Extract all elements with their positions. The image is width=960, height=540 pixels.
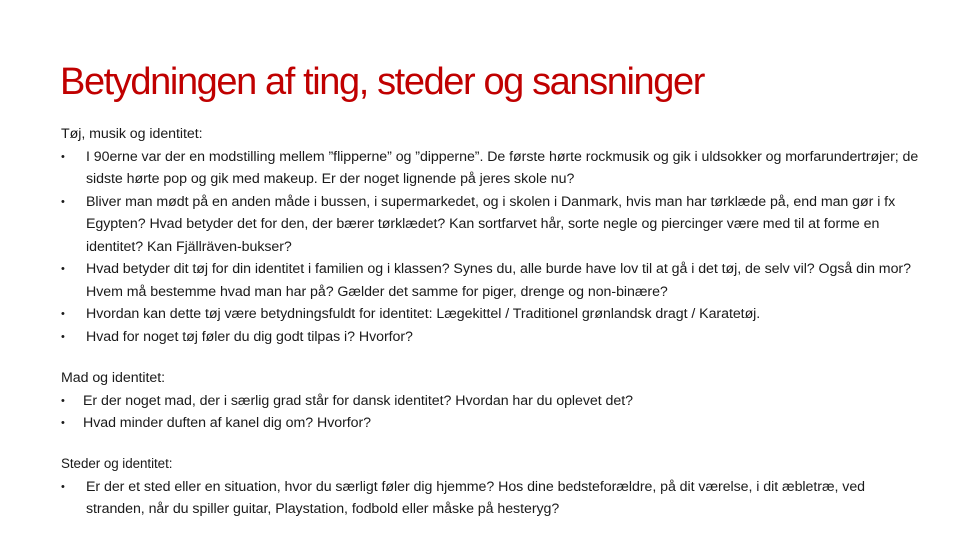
list-item-text: Er der noget mad, der i særlig grad står for dansk identitet? Hvordan har du oplevet det? — [83, 392, 633, 409]
list-item-text: Hvordan kan dette tøj være betydningsfuldt for identitet: Lægekittel / Traditionel grønlandsk dragt / Karatetøj. — [86, 306, 761, 322]
section-heading: Tøj, musik og identitet: — [61, 126, 203, 142]
list-item-text: I 90erne var der en modstilling mellem ”flipperne” og ”dipperne”. De første hørte rockmusik og gik i uldsokker og morfarundertrøjer; de sidste hørte pop og gik med makeup. Er der noget lignende på jeres skole nu? — [86, 148, 919, 187]
list-item-text: Bliver man mødt på en anden måde i bussen, i supermarkedet, og i skolen i Danmark, hvis man har tørklæde på, end man gør i fx Egypten? Hvad betyder det for den, der bærer tørklædet? Kan sortfarvet hår, sorte negle og piercinger være med til at forme en identitet? Kan Fjällräven-bukser? — [86, 193, 896, 255]
list-item — [61, 191, 921, 259]
bullet-icon: • — [61, 263, 65, 275]
bullet-list — [61, 390, 921, 435]
list-item — [61, 303, 921, 326]
bullet-list — [61, 146, 921, 349]
section-food — [61, 367, 921, 435]
list-item-text: Hvad minder duften af kanel dig om? Hvorfor? — [83, 415, 372, 431]
slide-title: Betydningen af ting, steder og sansninger — [60, 61, 704, 103]
bullet-icon: • — [61, 480, 65, 493]
section-clothing-music — [61, 123, 921, 348]
section-places — [61, 453, 921, 521]
list-item — [61, 412, 921, 435]
list-item-text: Hvad betyder dit tøj for din identitet i familien og i klassen? Synes du, alle burde have lov til at gå i det tøj, de selv vil? Også din mor? Hvem må bestemme hvad man har på? Gælder det samme for piger, drenge og non-binære? — [86, 261, 911, 300]
list-item — [61, 326, 921, 349]
section-heading: Steder og identitet: — [61, 456, 173, 471]
bullet-icon: • — [61, 308, 65, 320]
bullet-icon: • — [61, 330, 65, 343]
bullet-icon: • — [61, 195, 65, 208]
list-item — [61, 146, 921, 191]
section-heading: Mad og identitet: — [61, 370, 166, 386]
list-item — [61, 258, 921, 303]
bullet-icon: • — [61, 417, 65, 429]
list-item — [61, 390, 921, 413]
list-item — [61, 476, 921, 521]
bullet-icon: • — [61, 150, 65, 163]
list-item-text: Hvad for noget tøj føler du dig godt tilpas i? Hvorfor? — [86, 328, 413, 345]
bullet-list — [61, 476, 921, 521]
bullet-icon: • — [61, 394, 65, 407]
list-item-text: Er der et sted eller en situation, hvor du særligt føler dig hjemme? Hos dine bedsteforældre, på dit værelse, i dit æbletræ, ved stranden, når du spiller guitar, Playstation, fodbold eller måske på hesteryg? — [86, 478, 866, 517]
